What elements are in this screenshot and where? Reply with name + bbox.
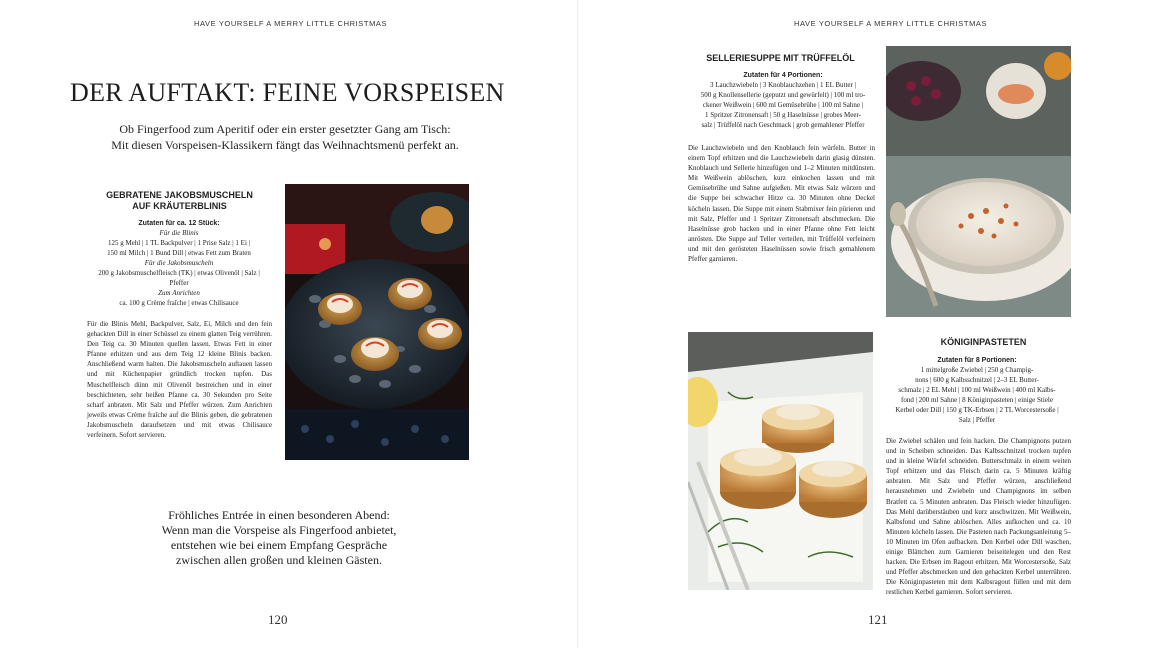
ingredient-line: Kerbel oder Dill | 150 g TK-Erbsen | 2 TL Worcestersoße | bbox=[895, 406, 1059, 414]
recipe-title-scallops bbox=[92, 190, 267, 211]
ingredient-line: 200 g Jakobsmuschelfleisch (TK) | etwas Olivenöl | Salz | bbox=[98, 269, 260, 277]
quote-line: entstehen wie bei einem Empfang Gespräche bbox=[170, 538, 388, 552]
ingredient-subheading: Für die Jakobsmuscheln bbox=[144, 259, 214, 267]
ingredient-line: 3 Lauchzwiebeln | 3 Knoblauchzehen | 1 EL Butter | bbox=[709, 81, 857, 89]
intro-line: Mit diesen Vorspeisen-Klassikern fängt das Weihnachtsmenü perfekt an. bbox=[111, 137, 459, 152]
ingredient-list bbox=[86, 228, 272, 308]
ingredient-line: Salz | Pfeffer bbox=[958, 416, 996, 424]
ingredient-subheading: Für die Blinis bbox=[159, 229, 199, 237]
ingredients-heading: Zutaten für 4 Portionen: bbox=[743, 72, 823, 79]
ingredients-heading: Zutaten für 8 Portionen: bbox=[937, 357, 1017, 364]
recipe-title-pastry: KÖNIGINPASTETEN bbox=[940, 337, 1027, 347]
ingredients-pastry bbox=[883, 357, 1071, 425]
ingredient-list bbox=[686, 80, 880, 130]
quote-line: Wenn man die Vorspeise als Fingerfood anbietet, bbox=[161, 523, 397, 537]
method-scallops: Für die Blinis Mehl, Backpulver, Salz, Ei, Milch und den fein gehackten Dill in einer Schüssel zu einem glatten Teig verrühren. Den Teig ca. 30 Minuten quellen lassen. Etwas Fett in einer Pfanne erhitzen und aus dem Teig 12 kleine Blinis backen. Anschließend warm halten. Die Jakobsmuscheln auftauen lassen und mit Küchenpapier gründlich trocken tupfen. Das Muschelfleisch dünn mit Olivenöl bestreichen und in einer beschichteten, sehr heißen Pfanne ca. 30 Sekunden pro Seite scharf anbraten. Mit Salz und Pfeffer würzen. Zum Anrichten jeweils etwas Crème fraîche auf die Blinis geben, die gebratenen Jakobsmuscheln daraufsetzen und mit etwas Chilisauce verfeinern. Sofort servieren. bbox=[87, 320, 272, 440]
ingredient-line: ca. 100 g Crème fraîche | etwas Chilisauce bbox=[119, 299, 239, 307]
running-head-left: HAVE YOURSELF A MERRY LITTLE CHRISTMAS bbox=[194, 19, 388, 28]
page-title: DER AUFTAKT: FEINE VORSPEISEN bbox=[70, 78, 505, 107]
recipe-title-soup: SELLERIESUPPE MIT TRÜFFELÖL bbox=[706, 53, 855, 63]
ingredient-line: 150 ml Milch | 1 Bund Dill | etwas Fett zum Braten bbox=[107, 249, 251, 257]
vol-au-vent-photo bbox=[688, 332, 873, 590]
ingredient-line: 1 Spritzer Zitronensaft | 50 g Haselnüsse | grobes Meer- bbox=[704, 111, 862, 119]
celery-soup-photo bbox=[886, 46, 1071, 317]
page-number-right: 121 bbox=[868, 612, 888, 627]
method-pastry: Die Zwiebel schälen und fein hacken. Die Champignons putzen und in Scheiben schneiden. Das Kalbsschnitzel trocken tupfen und in kleine Würfel schneiden. Butterschmalz in einem weiten Topf erhitzen und das Fleisch darin ca. 5 Minuten kräftig anbraten. Mit Salz und Pfeffer würzen, anschließend herausnehmen und Zwiebeln und Champignons im selben Bratfett ca. 5 Minuten anbraten. Das Fleisch wieder hinzufügen. Das Mehl darüberstäuben und kurz anschwitzen. Mit Weißwein, Kalbsfond und Sahne ablöschen. Alles aufkochen und ca. 10 Minuten köcheln lassen. Die Pasteten nach Packungsanleitung 5–10 Minuten im Ofen aufbacken. Den Kerbel oder Dill waschen, einige Blättchen zum Garnieren beiseitelegen und den Rest hacken. Die Erbsen im Ragout erhitzen. Mit Worcestersoße, Salz und Pfeffer abschmecken und den gehackten Kerbel unterrühren. Die Königinpasteten mit dem Kalbsragout füllen und mit dem restlichen Kerbel garnieren. Sofort servieren. bbox=[886, 437, 1071, 597]
ingredient-list bbox=[883, 365, 1071, 425]
ingredient-subheading: Zum Anrichten bbox=[158, 289, 200, 297]
ingredients-soup bbox=[686, 72, 880, 130]
quote-line: zwischen allen großen und kleinen Gästen. bbox=[176, 553, 382, 567]
scallops-blinis-photo bbox=[285, 184, 469, 460]
ingredient-line: schmalz | 2 EL Mehl | 100 ml Weißwein | 400 ml Kalbs- bbox=[898, 386, 1056, 394]
ingredient-line: 500 g Knollensellerie (geputzt und gewürfelt) | 100 ml tro- bbox=[700, 91, 866, 99]
recipe-title-line: AUF KRÄUTERBLINIS bbox=[132, 200, 227, 211]
ingredient-line: 1 mittelgroße Zwiebel | 250 g Champig- bbox=[920, 366, 1034, 374]
running-head-right: HAVE YOURSELF A MERRY LITTLE CHRISTMAS bbox=[794, 19, 988, 28]
ingredients-scallops bbox=[86, 220, 272, 308]
right-page bbox=[578, 0, 1157, 648]
ingredient-line: Pfeffer bbox=[169, 279, 189, 287]
method-soup: Die Lauchzwiebeln und den Knoblauch fein würfeln. Butter in einem Topf erhitzen und die Lauchzwiebeln darin glasig dünsten. Knoblauch und Sellerie hinzufügen und 1–2 Minuten mitdünsten. Mit Weißwein ablöschen, kurz einkochen lassen und mit Gemüsebrühe und Sahne aufgießen. Mit etwas Salz würzen und die Suppe bei schwacher Hitze ca. 30 Minuten ohne Deckel köcheln lassen. Die Suppe mit einem Stabmixer fein pürieren und mit Salz, Pfeffer und 1 Spritzer Zitronensaft abschmecken. Die Haselnüsse grob hacken und in einer Pfanne ohne Fett leicht anrösten. Die Suppe auf Teller verteilen, mit Trüffelöl verfeinern und mit den gerösteten Haselnüssen sowie frisch gemahlenem Pfeffer garnieren. bbox=[688, 144, 875, 264]
ingredients-heading: Zutaten für ca. 12 Stück: bbox=[138, 220, 220, 227]
intro-line: Ob Fingerfood zum Aperitif oder ein erster gesetzter Gang am Tisch: bbox=[119, 122, 451, 136]
ingredient-line: fond | 200 ml Sahne | 8 Königinpasteten | einige Stiele bbox=[901, 396, 1053, 404]
page-number-left: 120 bbox=[268, 612, 288, 627]
ingredient-line: nons | 600 g Kalbsschnitzel | 2–3 EL Butter- bbox=[915, 376, 1039, 384]
pull-quote bbox=[150, 508, 408, 568]
intro-text bbox=[110, 122, 460, 153]
recipe-title-line: GEBRATENE JAKOBSMUSCHELN bbox=[106, 190, 253, 200]
ingredient-line: salz | Trüffelöl nach Geschmack | grob gemahlener Pfeffer bbox=[701, 121, 865, 129]
ingredient-line: 125 g Mehl | 1 TL Backpulver | 1 Prise Salz | 1 Ei | bbox=[107, 239, 251, 247]
ingredient-line: ckener Weißwein | 600 ml Gemüsebrühe | 100 ml Sahne | bbox=[702, 101, 864, 109]
quote-line: Fröhliches Entrée in einen besonderen Abend: bbox=[168, 508, 390, 522]
left-page bbox=[0, 0, 578, 648]
